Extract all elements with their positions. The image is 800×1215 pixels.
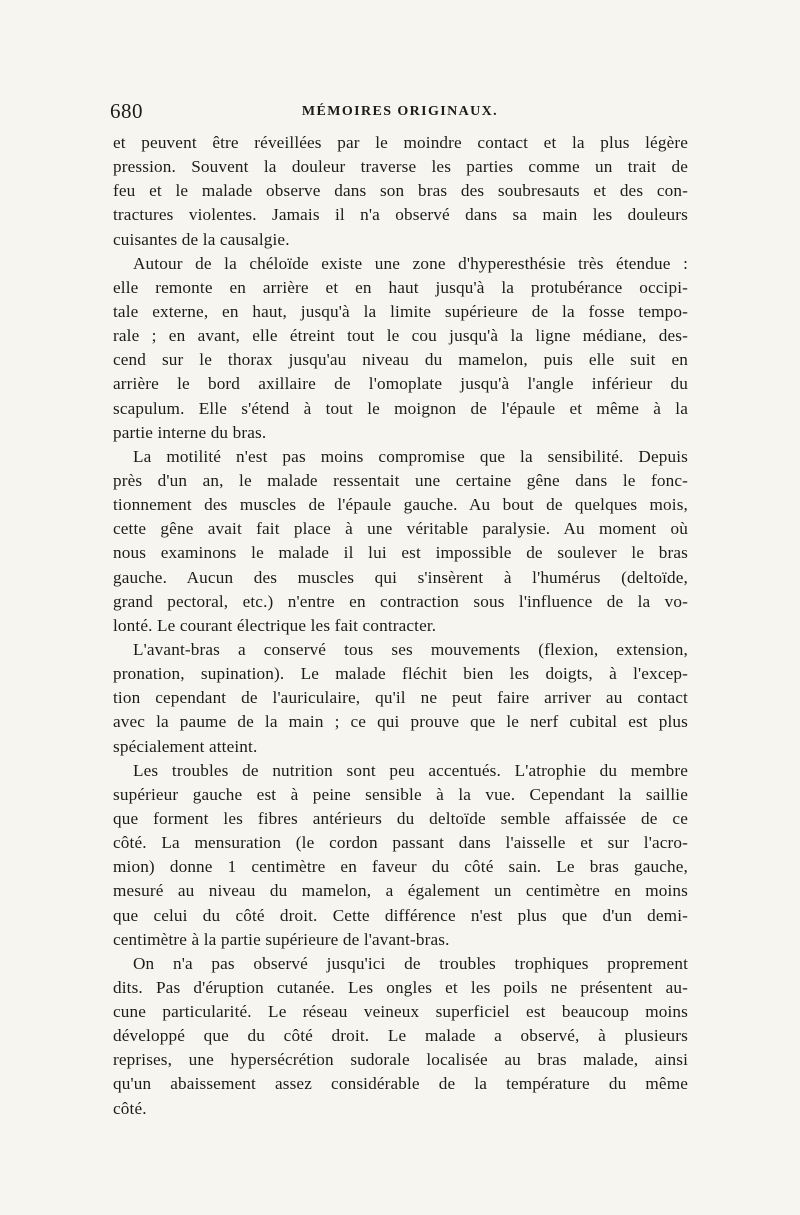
text-line: centimètre à la partie supérieure de l'avant-bras.	[113, 929, 450, 949]
text-line: L'avant-bras a conservé tous ses mouvements (flexion, extension,	[133, 639, 688, 659]
text-line: feu et le malade observe dans son bras des soubresauts et des con-	[113, 181, 688, 201]
text-line: arrière le bord axillaire de l'omoplate jusqu'à l'angle inférieur du	[113, 374, 688, 394]
text-line: La motilité n'est pas moins compromise que la sensibilité. Depuis	[133, 446, 688, 466]
text-line: Les troubles de nutrition sont peu accentués. L'atrophie du membre	[133, 760, 688, 780]
text-line: pression. Souvent la douleur traverse les parties comme un trait de	[113, 157, 688, 177]
page-header	[110, 98, 690, 126]
text-line: qu'un abaissement assez considérable de la température du même	[113, 1074, 688, 1094]
text-line: tionnement des muscles de l'épaule gauche. Au bout de quelques mois,	[113, 495, 688, 515]
text-line: que forment les fibres antérieurs du deltoïde semble affaissée de ce	[113, 808, 688, 828]
text-line: pronation, supination). Le malade fléchit bien les doigts, à l'excep-	[113, 664, 688, 684]
text-line: scapulum. Elle s'étend à tout le moignon de l'épaule et même à la	[113, 398, 688, 418]
text-line: dits. Pas d'éruption cutanée. Les ongles et les poils ne présentent au-	[113, 977, 688, 997]
text-line: mesuré au niveau du mamelon, a également un centimètre en moins	[113, 881, 688, 901]
text-line: elle remonte en arrière et en haut jusqu'à la protubérance occipi-	[113, 277, 688, 297]
text-line: supérieur gauche est à peine sensible à la vue. Cependant la saillie	[113, 784, 688, 804]
text-line: que celui du côté droit. Cette différence n'est plus que d'un demi-	[113, 905, 688, 925]
text-line: développé que du côté droit. Le malade a observé, à plusieurs	[113, 1026, 688, 1046]
text-line: côté.	[113, 1098, 147, 1118]
page-number: 680	[110, 99, 143, 123]
text-line: grand pectoral, etc.) n'entre en contraction sous l'influence de la vo-	[113, 591, 688, 611]
text-line: nous examinons le malade il lui est impossible de soulever le bras	[113, 543, 688, 563]
text-line: gauche. Aucun des muscles qui s'insèrent à l'humérus (deltoïde,	[113, 567, 688, 587]
text-line: et peuvent être réveillées par le moindre contact et la plus légère	[113, 133, 688, 152]
text-line: avec la paume de la main ; ce qui prouve que le nerf cubital est plus	[113, 712, 688, 732]
text-line: près d'un an, le malade ressentait une certaine gêne dans le fonc-	[113, 470, 688, 490]
text-line: reprises, une hypersécrétion sudorale localisée au bras malade, ainsi	[113, 1050, 688, 1070]
text-line: spécialement atteint.	[113, 736, 258, 756]
text-line: tale externe, en haut, jusqu'à la limite supérieure de la fosse tempo-	[113, 301, 688, 321]
text-line: lonté. Le courant électrique les fait contracter.	[113, 615, 437, 635]
text-line: mion) donne 1 centimètre en faveur du côté sain. Le bras gauche,	[113, 857, 688, 877]
text-line: côté. La mensuration (le cordon passant dans l'aisselle et sur l'acro-	[113, 833, 688, 853]
text-line: tractures violentes. Jamais il n'a observé dans sa main les douleurs	[113, 205, 688, 225]
text-line: cend sur le thorax jusqu'au niveau du mamelon, puis elle suit en	[113, 350, 688, 370]
text-line: cune particularité. Le réseau veineux superficiel est beaucoup moins	[113, 1002, 688, 1022]
text-line: cette gêne avait fait place à une véritable paralysie. Au moment où	[113, 519, 688, 539]
body-text	[113, 131, 688, 1121]
text-line: partie interne du bras.	[113, 422, 267, 442]
text-line: tion cependant de l'auriculaire, qu'il ne peut faire arriver au contact	[113, 688, 688, 708]
text-line: Autour de la chéloïde existe une zone d'hyperesthésie très étendue :	[133, 253, 688, 273]
text-line: rale ; en avant, elle étreint tout le cou jusqu'à la ligne médiane, des-	[113, 326, 688, 346]
text-line: cuisantes de la causalgie.	[113, 229, 290, 249]
text-line: On n'a pas observé jusqu'ici de troubles trophiques proprement	[133, 953, 688, 973]
running-title: MÉMOIRES ORIGINAUX.	[301, 104, 499, 119]
